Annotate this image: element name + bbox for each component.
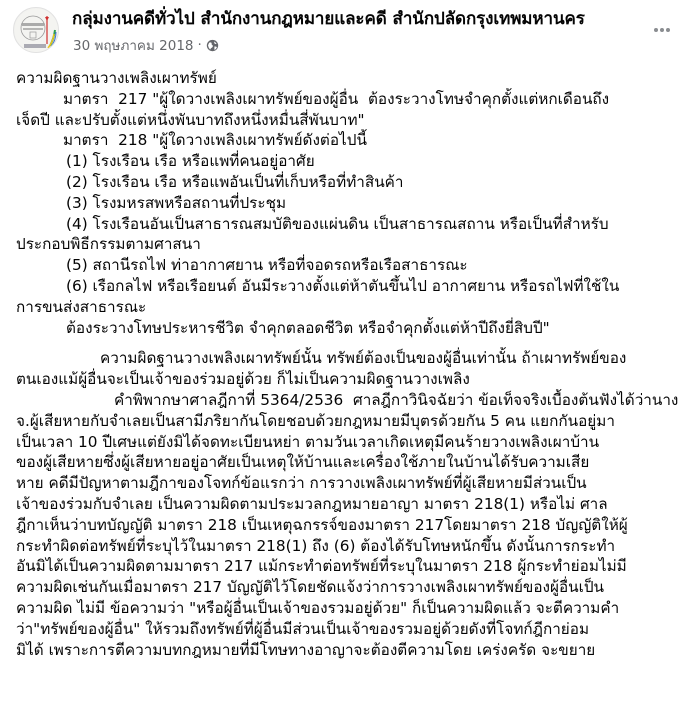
supreme-court-ruling-line: หาย คดีมีปัญหาตามฎีกาของโจทก์ข้อแรกว่า การวางเพลิงเผาทรัพย์ที่ผู้เสียหายมีส่วนเป็น bbox=[16, 474, 587, 493]
more-options-icon bbox=[654, 28, 658, 32]
supreme-court-ruling-line: ความผิดเช่นกันเมื่อมาตรา 217 บัญญัติไว้โดยชัดแจ้งว่าการวางเพลิงเผาทรัพย์ของผู้อื่นเป็น bbox=[16, 578, 605, 597]
agency-logo-icon bbox=[14, 8, 59, 53]
section-218-item-6-cont: การขนส่งสาธารณะ bbox=[16, 297, 147, 316]
paragraph-gap bbox=[16, 338, 696, 348]
supreme-court-ruling-line: มิได้ เพราะการตีความบทกฎหมายที่มีโทษทางอาญาจะต้องตีความโดย เคร่งครัด จะขยาย bbox=[16, 640, 596, 659]
author-name[interactable]: กลุ่มงานคดีทั่วไป สำนักงานกฎหมายและคดี สำนักปลัดกรุงเทพมหานคร bbox=[72, 9, 585, 29]
supreme-court-ruling-line: เจ้าของร่วมกับจำเลย เป็นความผิดตามประมวลกฎหมายอาญา มาตรา 218(1) หรือไม่ ศาล bbox=[16, 494, 608, 513]
globe-icon[interactable] bbox=[206, 39, 219, 52]
section-218-item-6: (6) เรือกลไฟ หรือเรือยนต์ อันมีระวางตั้งแต่ห้าตันขึ้นไป อากาศยาน หรือรถไฟที่ใช้ใน bbox=[66, 276, 620, 295]
section-218-intro: มาตรา 218 "ผู้ใดวางเพลิงเผาทรัพย์ดังต่อไปนี้ bbox=[63, 131, 367, 150]
more-options-dot bbox=[660, 28, 664, 32]
supreme-court-ruling-line: เป็นเวลา 10 ปีเศษแต่ยังมิได้จดทะเบียนหย่า ตามวันเวลาเกิดเหตุมีคนร้ายวางเพลิงเผาบ้าน bbox=[16, 432, 600, 451]
post-header bbox=[0, 0, 700, 62]
supreme-court-ruling-line: ความผิด ไม่มี ข้อความว่า "หรือผู้อื่นเป็นเจ้าของรวมอยู่ด้วย" ก็เป็นความผิดแล้ว จะตีความคำ bbox=[16, 598, 620, 617]
supreme-court-ruling-line-1: คำพิพากษาศาลฎีกาที่ 5364/2536 ศาลฎีกาวินิจฉัยว่า ข้อเท็จจริงเบื้องต้นฟังได้ว่านาง bbox=[114, 390, 679, 409]
supreme-court-ruling-line: ฎีกาเห็นว่าบทบัญญัติ มาตรา 218 เป็นเหตุฉกรรจ์ของมาตรา 217โดยมาตรา 218 บัญญัติให้ผู้ bbox=[16, 515, 628, 534]
supreme-court-ruling-line: ของผู้เสียหายซึ่งผู้เสียหายอยู่อาศัยเป็นเหตุให้บ้านและเครื่องใช้ภายในบ้านได้รับความเสีย bbox=[16, 453, 590, 472]
meta-separator: · bbox=[197, 37, 202, 53]
section-218-penalty: ต้องระวางโทษประหารชีวิต จำคุกตลอดชีวิต หรือจำคุกตั้งแต่ห้าปีถึงยี่สิบปี" bbox=[66, 318, 550, 337]
supreme-court-ruling-line: จ.ผู้เสียหายกับจำเลยเป็นสามีภริยากันโดยชอบด้วยกฎหมายมีบุตรด้วยกัน 5 คน แยกกันอยู่มา bbox=[16, 411, 615, 430]
section-217-line-2: เจ็ดปี และปรับตั้งแต่หนึ่งพันบาทถึงหนึ่งหมื่นสี่พันบาท" bbox=[16, 110, 365, 129]
section-218-item-2: (2) โรงเรือน เรือ หรือแพอันเป็นที่เก็บหรือที่ทำสินค้า bbox=[66, 172, 404, 191]
more-options-button[interactable] bbox=[650, 22, 674, 38]
section-218-item-3: (3) โรงมหรสพหรือสถานที่ประชุม bbox=[66, 193, 287, 212]
section-218-item-4-cont: ประกอบพิธีกรรมตามศาสนา bbox=[16, 235, 201, 254]
supreme-court-ruling-line: อันมิได้เป็นความผิดตามมาตรา 217 แม้กระทำต่อทรัพย์ที่ระบุในมาตรา 218 ผู้กระทำย่อมไม่มี bbox=[16, 557, 627, 576]
supreme-court-ruling-line: กระทำผิดต่อทรัพย์ที่ระบุไว้ในมาตรา 218(1) ถึง (6) ต้องได้รับโทษหนักขึ้น ดังนั้นการกระทำ bbox=[16, 536, 616, 555]
explanation-line-2: ตนเองแม้ผู้อื่นจะเป็นเจ้าของร่วมอยู่ด้วย ก็ไม่เป็นความผิดฐานวางเพลิง bbox=[16, 370, 470, 389]
post-date[interactable]: 30 พฤษภาคม 2018 bbox=[73, 38, 194, 54]
section-218-item-5: (5) สถานีรถไฟ ท่าอากาศยาน หรือที่จอดรถหรือเรือสาธารณะ bbox=[66, 256, 468, 275]
post-body bbox=[16, 68, 696, 660]
section-218-item-4: (4) โรงเรือนอันเป็นสาธารณสมบัติของแผ่นดิน เป็นสาธารณสถาน หรือเป็นที่สำหรับ bbox=[66, 214, 609, 233]
avatar[interactable] bbox=[13, 7, 59, 53]
post-title: ความผิดฐานวางเพลิงเผาทรัพย์ bbox=[16, 69, 217, 87]
more-options-dot bbox=[666, 28, 670, 32]
section-217-line-1: มาตรา 217 "ผู้ใดวางเพลิงเผาทรัพย์ของผู้อื่น ต้องระวางโทษจำคุกตั้งแต่หกเดือนถึง bbox=[63, 89, 610, 108]
section-218-item-1: (1) โรงเรือน เรือ หรือแพที่คนอยู่อาศัย bbox=[66, 152, 315, 171]
explanation-line-1: ความผิดฐานวางเพลิงเผาทรัพย์นั้น ทรัพย์ต้องเป็นของผู้อื่นเท่านั้น ถ้าเผาทรัพย์ของ bbox=[100, 349, 627, 368]
supreme-court-ruling-line: ว่า"ทรัพย์ของผู้อื่น" ให้รวมถึงทรัพย์ที่ผู้อื่นมีส่วนเป็นเจ้าของรวมอยู่ด้วยดังที่โจทก์ฎีกาย่อม bbox=[16, 619, 590, 638]
post-meta bbox=[73, 34, 219, 56]
